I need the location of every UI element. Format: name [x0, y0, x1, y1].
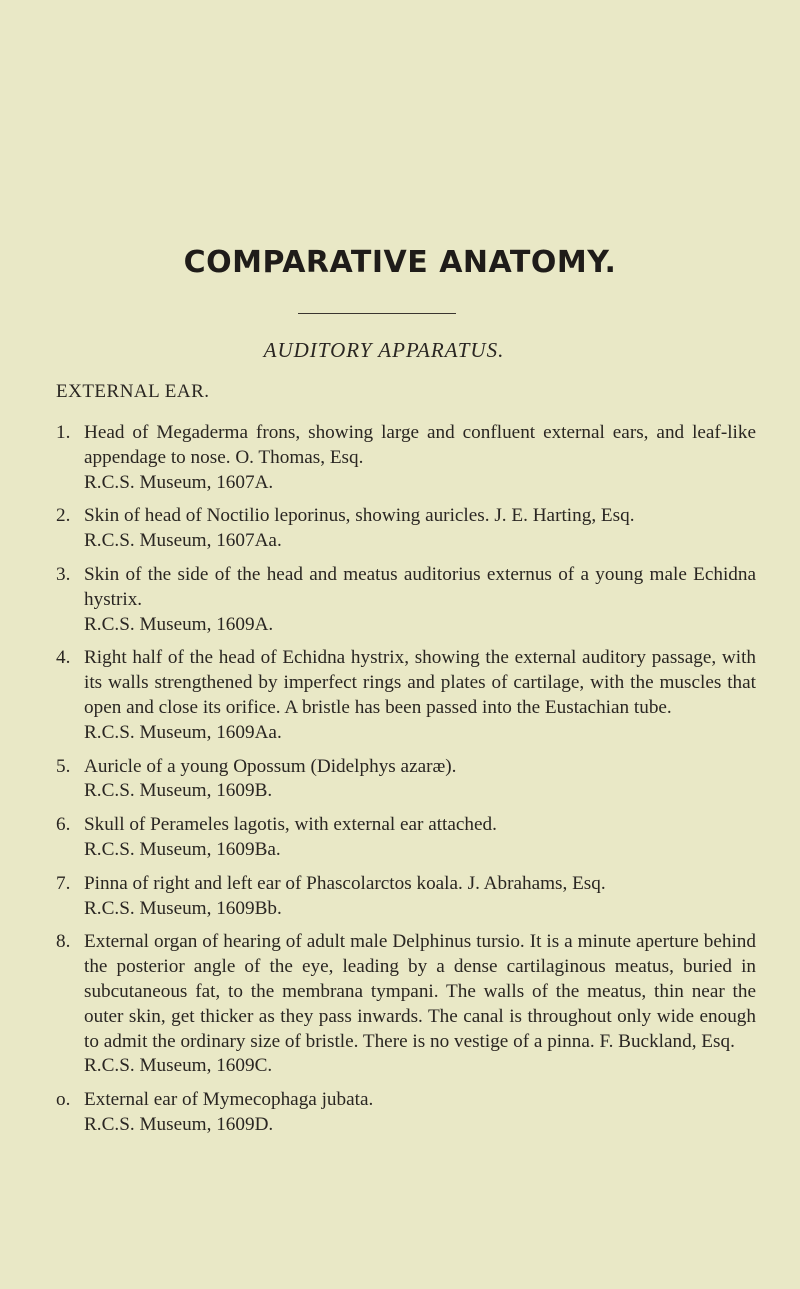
title-divider [298, 313, 456, 314]
page-title: COMPARATIVE ANATOMY. [183, 245, 617, 280]
entry-description: Head of Megaderma frons, showing large and confluent external ears, and leaf-like appendage to nose. O. Thomas, Esq. [84, 422, 756, 468]
entry-museum-reference: R.C.S. Museum, 1607A. [84, 471, 274, 493]
specimen-entry [56, 755, 756, 805]
specimen-list [56, 421, 756, 1147]
entry-description: Pinna of right and left ear of Phascolarctos koala. J. Abrahams, Esq. [84, 872, 606, 894]
entry-description: Right half of the head of Echidna hystrix, showing the external auditory passage, with its walls strengthened by imperfect rings and plates of cartilage, with the muscles that open and close its orifice. A bristle has been passed into the Eustachian tube. [84, 647, 756, 718]
entry-museum-reference: R.C.S. Museum, 1609Bb. [84, 897, 282, 919]
entry-number: 6. [56, 814, 71, 836]
entry-description: External organ of hearing of adult male Delphinus tursio. It is a minute aperture behind the posterior angle of the eye, leading by a dense cartilaginous meatus, buried in subcutaneous fat, to the membrana tympani. The walls of the meatus, thin near the outer skin, get thicker as they pass inwards. The canal is throughout only wide enough to admit the ordinary size of bristle. There is no vestige of a pinna. F. Buckland, Esq. [84, 931, 756, 1052]
entry-number: 4. [56, 647, 71, 669]
entry-number: 7. [56, 872, 71, 894]
entry-number: o. [56, 1089, 71, 1111]
entry-number: 3. [56, 563, 71, 585]
entry-museum-reference: R.C.S. Museum, 1609A. [84, 613, 274, 635]
specimen-entry [56, 646, 756, 745]
entry-description: Skull of Perameles lagotis, with external ear attached. [84, 814, 497, 836]
specimen-entry [56, 813, 756, 863]
entry-museum-reference: R.C.S. Museum, 1607Aa. [84, 530, 282, 552]
entry-number: 1. [56, 422, 71, 443]
entry-description: External ear of Mymecophaga jubata. [84, 1089, 374, 1111]
specimen-entry [56, 421, 756, 495]
entry-museum-reference: R.C.S. Museum, 1609C. [84, 1055, 273, 1077]
subsection-heading: EXTERNAL EAR. [56, 381, 210, 402]
entry-number: 2. [56, 505, 71, 527]
section-title: AUDITORY APPARATUS. [263, 338, 505, 362]
specimen-entry [56, 504, 756, 554]
entry-museum-reference: R.C.S. Museum, 1609D. [84, 1113, 274, 1135]
entry-museum-reference: R.C.S. Museum, 1609Aa. [84, 721, 282, 743]
specimen-entry [56, 1088, 756, 1138]
entry-number: 5. [56, 755, 71, 777]
entry-museum-reference: R.C.S. Museum, 1609B. [84, 780, 273, 802]
entry-museum-reference: R.C.S. Museum, 1609Ba. [84, 838, 281, 860]
specimen-entry [56, 872, 756, 922]
entry-description: Auricle of a young Opossum (Didelphys azaræ). [84, 755, 457, 777]
entry-number: 8. [56, 931, 71, 953]
entry-description: Skin of head of Noctilio leporinus, showing auricles. J. E. Harting, Esq. [84, 505, 635, 527]
specimen-entry [56, 930, 756, 1079]
specimen-entry [56, 563, 756, 637]
entry-description: Skin of the side of the head and meatus auditorius externus of a young male Echidna hystrix. [84, 563, 756, 610]
